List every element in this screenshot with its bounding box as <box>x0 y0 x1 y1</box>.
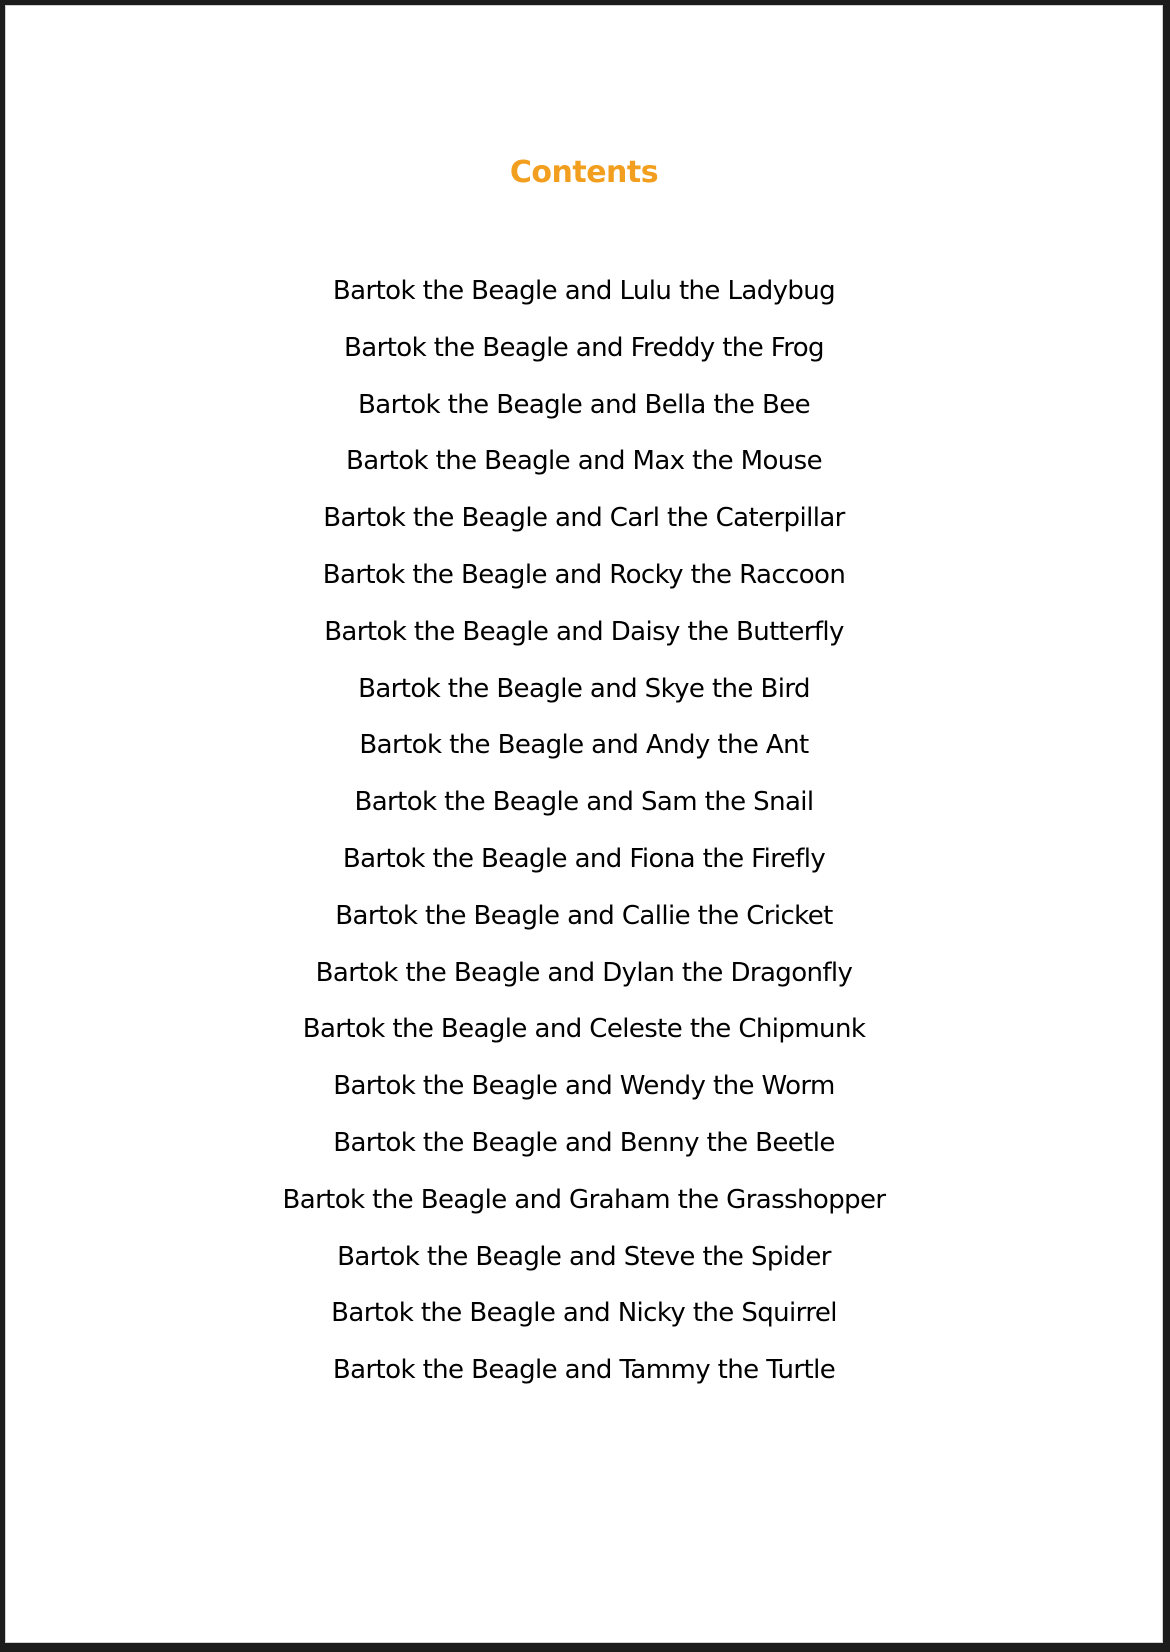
toc-entry: Bartok the Beagle and Lulu the Ladybug <box>332 276 836 306</box>
toc-entry: Bartok the Beagle and Celeste the Chipmunk <box>302 1014 866 1045</box>
toc-entry: Bartok the Beagle and Max the Mouse <box>345 446 823 477</box>
toc-entry: Bartok the Beagle and Carl the Caterpillar <box>323 503 845 534</box>
toc-entry: Bartok the Beagle and Freddy the Frog <box>344 332 824 363</box>
toc-entry: Bartok the Beagle and Dylan the Dragonfly <box>315 957 853 988</box>
toc-entry: Bartok the Beagle and Steve the Spider <box>337 1241 831 1272</box>
toc-entry: Bartok the Beagle and Daisy the Butterfly <box>324 616 844 647</box>
toc-entry: Bartok the Beagle and Wendy the Worm <box>333 1071 835 1102</box>
toc-entry: Bartok the Beagle and Bella the Bee <box>358 389 810 420</box>
toc-entry: Bartok the Beagle and Benny the Beetle <box>333 1127 835 1158</box>
document-page <box>5 5 1163 1643</box>
toc-entry: Bartok the Beagle and Sam the Snail <box>354 787 814 818</box>
toc-entry: Bartok the Beagle and Andy the Ant <box>359 730 809 761</box>
toc-entry: Bartok the Beagle and Callie the Cricket <box>335 900 833 931</box>
toc-entry: Bartok the Beagle and Nicky the Squirrel <box>331 1298 837 1329</box>
toc-entry: Bartok the Beagle and Tammy the Turtle <box>332 1355 836 1386</box>
toc-entry: Bartok the Beagle and Skye the Bird <box>358 673 810 704</box>
toc-entry: Bartok the Beagle and Fiona the Firefly <box>342 843 826 874</box>
toc-entry: Bartok the Beagle and Rocky the Raccoon <box>322 559 846 590</box>
page-title: Contents <box>509 155 659 190</box>
table-of-contents <box>6 276 1162 1412</box>
toc-entry: Bartok the Beagle and Graham the Grasshopper <box>282 1184 886 1215</box>
